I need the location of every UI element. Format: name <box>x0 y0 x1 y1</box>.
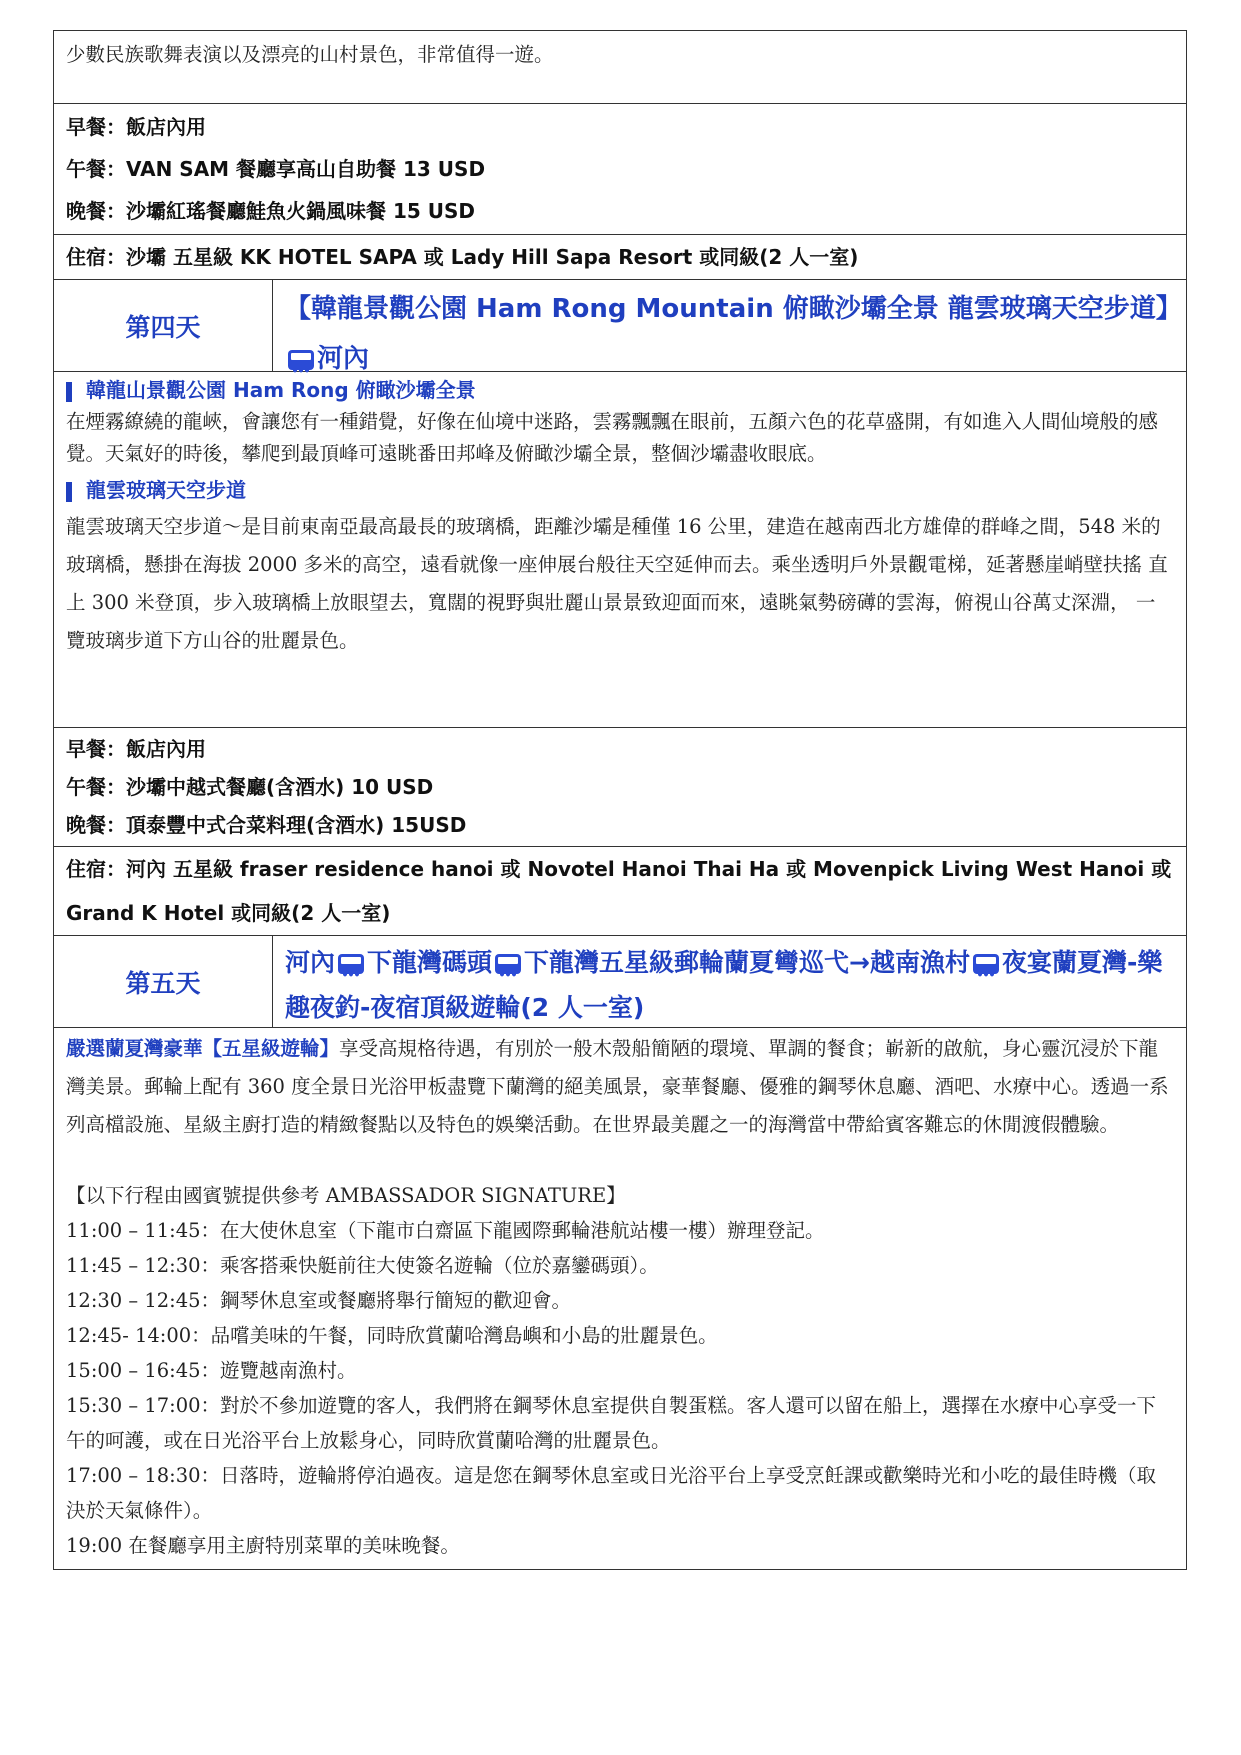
day4-title-part1: 【韓龍景觀公園 Ham Rong Mountain 俯瞰沙壩全景 龍雲玻璃天空步道】 <box>285 294 1182 324</box>
lodging-day3-text: 住宿：沙壩 五星級 KK HOTEL SAPA 或 Lady Hill Sapa Resort 或同級(2 人一室) <box>66 245 859 269</box>
day5-label: 第五天 <box>54 936 273 1027</box>
dinner-day3: 晚餐：沙壩紅瑤餐廳鮭魚火鍋風味餐 15 USD <box>66 199 476 223</box>
schedule-item: 12:45- 14:00：品嚐美味的午餐，同時欣賞蘭哈灣島嶼和小島的壯麗景色。 <box>66 1324 718 1347</box>
intro-text: 少數民族歌舞表演以及漂亮的山村景色，非常值得一遊。 <box>66 43 554 66</box>
breakfast-day3: 早餐：飯店內用 <box>66 115 206 139</box>
spacer <box>66 1144 1174 1178</box>
itinerary-table <box>53 30 1187 1570</box>
itinerary-page <box>53 30 1187 1570</box>
bus-icon <box>288 350 314 370</box>
day5-title-c: 下龍灣五星級郵輪蘭夏彎巡弋→越南漁村 <box>524 948 970 977</box>
lodging-day4 <box>54 846 1186 935</box>
day5-header <box>54 935 1186 1027</box>
schedule-item: 19:00 在餐廳享用主廚特別菜單的美味晚餐。 <box>66 1534 460 1557</box>
schedule-item: 15:30 – 17:00：對於不參加遊覽的客人，我們將在鋼琴休息室提供自製蛋糕。客人還可以留在船上，選擇在水療中心享受一下午的呵護，或在日光浴平台上放鬆身心，同時欣賞蘭哈灣的壯麗景色。 <box>66 1394 1157 1452</box>
bus-icon <box>973 954 999 974</box>
bus-icon <box>338 954 364 974</box>
day4-section1-heading: 韓龍山景觀公園 Ham Rong 俯瞰沙壩全景 <box>66 374 1174 406</box>
day5-content <box>54 1027 1186 1569</box>
schedule-list <box>66 1213 1174 1563</box>
dinner-day4: 晚餐：頂泰豐中式合菜料理(含酒水) 15USD <box>66 813 467 837</box>
schedule-header: 【以下行程由國賓號提供參考 AMBASSADOR SIGNATURE】 <box>66 1184 626 1207</box>
schedule-item: 17:00 – 18:30：日落時，遊輪將停泊過夜。這是您在鋼琴休息室或日光浴平台上享受烹飪課或歡樂時光和小吃的最佳時機（取決於天氣條件）。 <box>66 1464 1157 1522</box>
day5-title-d: 夜宴蘭夏灣-樂趣夜釣-夜宿頂級遊輪(2 人一室) <box>285 948 1163 1022</box>
breakfast-day4: 早餐：飯店內用 <box>66 737 206 761</box>
lunch-day4: 午餐：沙壩中越式餐廳(含酒水) 10 USD <box>66 775 434 799</box>
meals-day3 <box>54 103 1186 234</box>
schedule-item: 11:00 – 11:45：在大使休息室（下龍市白齋區下龍國際郵輪港航站樓一樓）辦理登記。 <box>66 1219 825 1242</box>
day4-section2-heading: 龍雲玻璃天空步道 <box>66 474 1174 506</box>
day4-label: 第四天 <box>54 280 273 371</box>
meals-day4 <box>54 727 1186 846</box>
day4-section2-text: 龍雲玻璃天空步道～是目前東南亞最高最長的玻璃橋，距離沙壩是種僅 16 公里，建造在越南西北方雄偉的群峰之間，548 米的玻璃橋，懸掛在海拔 2000 多米的高空，遠看就像一座伸展台般往天空延伸而去。乘坐透明戶外景觀電梯，延著懸崖峭壁扶搖 直上 300 米登頂，步入玻璃橋上放眼望去，寬闊的視野與壯麗山景景致迎面而來，遠眺氣勢磅礡的雲海，俯視山谷萬丈深淵， 一覽玻璃步道下方山谷的壯麗景色。 <box>66 515 1168 652</box>
day5-title-b: 下龍灣碼頭 <box>367 948 493 977</box>
lodging-day3 <box>54 234 1186 279</box>
day5-title-a: 河內 <box>285 948 336 977</box>
schedule-item: 12:30 – 12:45：鋼琴休息室或餐廳將舉行簡短的歡迎會。 <box>66 1289 572 1312</box>
section-bar-icon <box>66 382 72 402</box>
day4-header <box>54 279 1186 374</box>
day5-title <box>273 936 1186 1027</box>
schedule-item: 11:45 – 12:30：乘客搭乘快艇前往大使簽名遊輪（位於嘉鑾碼頭）。 <box>66 1254 659 1277</box>
day4-title <box>273 280 1186 374</box>
lunch-day3: 午餐：VAN SAM 餐廳享高山自助餐 13 USD <box>66 157 486 181</box>
bus-icon <box>495 954 521 974</box>
lodging-day4-text: 住宿：河內 五星級 fraser residence hanoi 或 Novotel Hanoi Thai Ha 或 Movenpick Living West Hanoi 或 Grand K Hotel 或同級(2 人一室) <box>66 857 1172 925</box>
day5-intro-text: 享受高規格待遇，有別於一般木殼船簡陋的環境、單調的餐食；嶄新的啟航，身心靈沉浸於下龍灣美景。郵輪上配有 360 度全景日光浴甲板盡覽下蘭灣的絕美風景，豪華餐廳、優雅的鋼琴休息廳、酒吧、水療中心。透過一系列高檔設施、星級主廚打造的精緻餐點以及特色的娛樂活動。在世界最美麗之一的海灣當中帶給賓客難忘的休閒渡假體驗。 <box>66 1037 1169 1136</box>
day5-intro-highlight: 嚴選蘭夏灣豪華【五星級遊輪】 <box>66 1037 340 1060</box>
schedule-item: 15:00 – 16:45：遊覽越南漁村。 <box>66 1359 357 1382</box>
section-bar-icon <box>66 482 72 502</box>
day4-section1-text: 在煙霧繚繞的龍峽，會讓您有一種錯覺，好像在仙境中迷路，雲霧飄飄在眼前，五顏六色的花草盛開，有如進入人間仙境般的感覺。天氣好的時後，攀爬到最頂峰可遠眺番田邦峰及俯瞰沙壩全景，整個沙壩盡收眼底。 <box>66 410 1159 465</box>
intro-row <box>54 31 1186 103</box>
day4-content <box>54 371 1186 727</box>
day4-title-part2: 河內 <box>317 344 370 374</box>
day5-intro <box>66 1030 1174 1144</box>
